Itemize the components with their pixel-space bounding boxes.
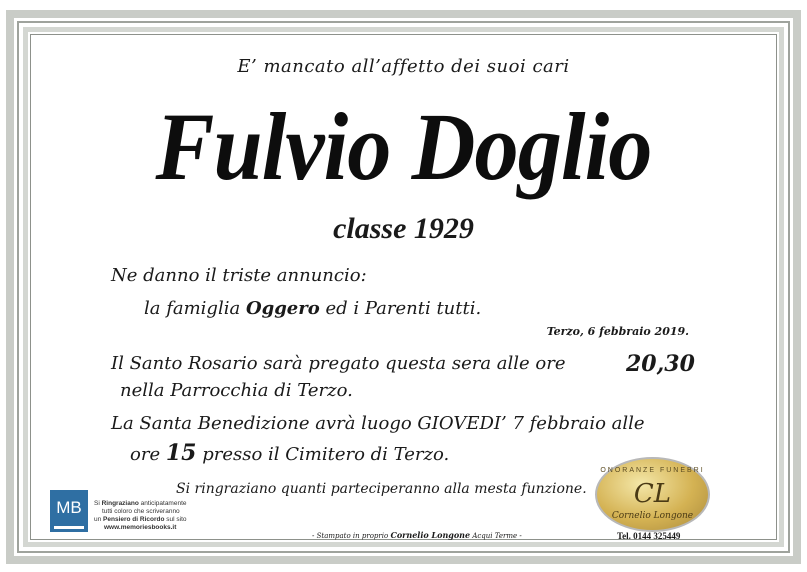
intro-text: E’ mancato all’affetto dei suoi cari (237, 56, 570, 77)
memories-line2: tutti coloro che scriveranno (102, 508, 180, 515)
printer-credit (312, 530, 522, 540)
memories-line3-post: sul sito (166, 516, 187, 523)
announce-pre: la famiglia (144, 298, 241, 319)
thanks-text: Si ringraziano quanti parteciperanno alla mesta funzione. (176, 481, 587, 497)
benedizione-time: 15 (165, 440, 197, 466)
announce-post: ed i Parenti tutti. (325, 298, 482, 319)
memories-line3-bold: Pensiero di Ricordo (103, 516, 165, 523)
seal-top-text: ONORANZE FUNEBRI (600, 467, 705, 474)
deceased-name: Fulvio Doglio (155, 93, 652, 200)
rosario-line2: nella Parrocchia di Terzo. (120, 380, 353, 401)
benedizione-pre: ore (130, 444, 161, 465)
announce-line2 (144, 298, 481, 319)
seal-bottom-text: Cornelio Longone (611, 511, 694, 521)
telephone: Tel. 0144 325449 (617, 531, 681, 541)
benedizione-line2 (130, 440, 449, 466)
memories-line3 (94, 516, 187, 524)
family-name: Oggero (245, 298, 320, 319)
rosario-text: Il Santo Rosario sarà pregato questa sera alle ore (111, 353, 566, 374)
memories-logo: MB (50, 490, 88, 532)
benedizione-line1: La Santa Benedizione avrà luogo GIOVEDI’ 7 febbraio alle (111, 413, 645, 434)
announce-line1: Ne danno il triste annuncio: (111, 265, 367, 286)
birth-year: classe 1929 (333, 212, 474, 245)
seal-monogram: CL (633, 479, 672, 509)
rosario-line1 (111, 353, 566, 374)
memories-line3-pre: un (94, 516, 102, 523)
printer-pre: - Stampato in proprio (312, 532, 389, 540)
memories-line1-pre: Si (94, 500, 100, 507)
memories-url: www.memoriesbooks.it (104, 524, 177, 531)
memories-text (94, 500, 187, 532)
place-date: Terzo, 6 febbraio 2019. (546, 325, 689, 338)
rosario-time: 20,30 (626, 351, 695, 377)
memories-line1-post: anticipatamente (140, 500, 187, 507)
printer-post: Acqui Terme - (472, 532, 522, 540)
memories-line1 (94, 500, 187, 508)
funeral-home-seal (595, 457, 710, 532)
memories-line1-bold: Ringraziano (101, 500, 139, 507)
printer-name: Cornelio Longone (390, 530, 471, 540)
benedizione-post: presso il Cimitero di Terzo. (202, 444, 450, 465)
